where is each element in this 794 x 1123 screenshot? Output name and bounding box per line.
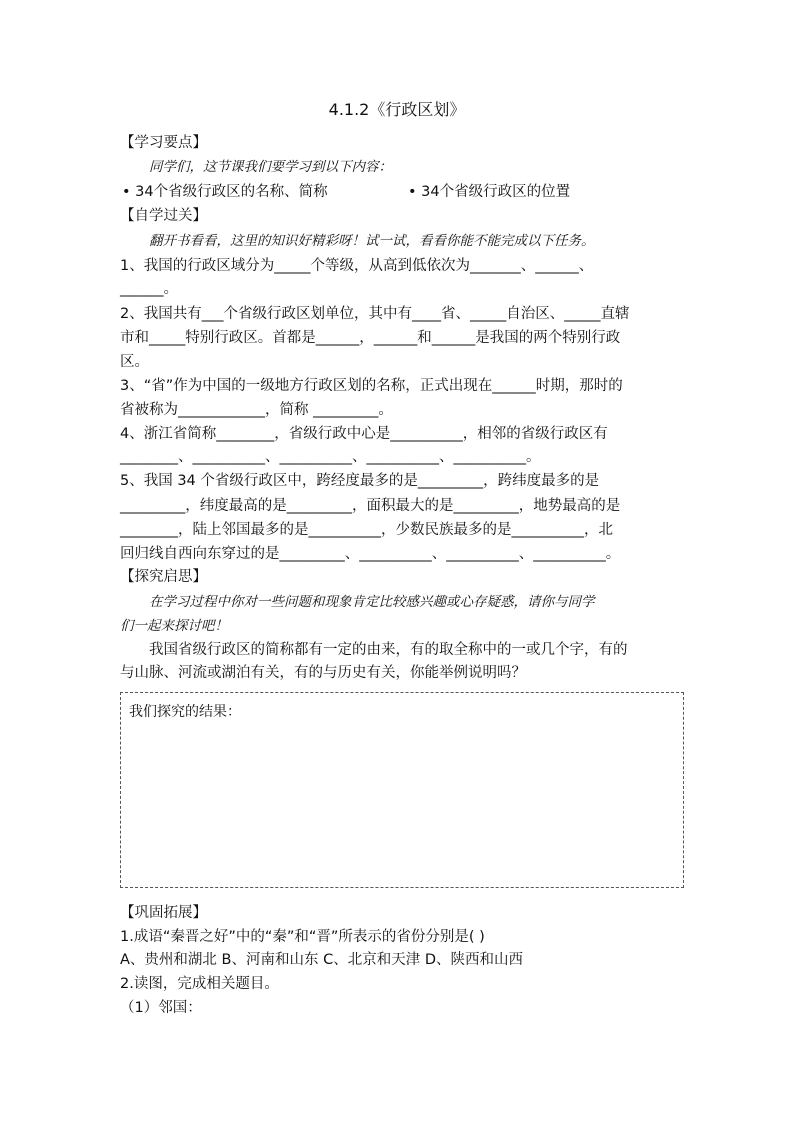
question-5-line-3: ________，陆上邻国最多的是__________，少数民族最多的是__________，北: [120, 522, 613, 538]
question-3-line-1: 3、“省”作为中国的一级地方行政区划的名称，正式出现在______时期，那时的: [120, 378, 623, 394]
explore-question-line-2: 与山脉、河流或湖泊有关，有的与历史有关，你能举例说明吗？: [120, 665, 526, 681]
question-5-line-2: _________，纬度最高的是_________，面积最大的是_________，地势最高的是: [120, 498, 621, 514]
consolidate-question-2-sub-1: （1）邻国：: [120, 1000, 202, 1016]
section-heading-self-study: 【自学过关】: [120, 208, 207, 224]
question-5-line-1: 5、我国 34 个省级行政区中，跨经度最多的是_________，跨纬度最多的是: [120, 473, 600, 489]
consolidate-question-1-options: A、贵州和湖北 B、河南和山东 C、北京和天津 D、陕西和山西: [120, 952, 523, 968]
answer-box[interactable]: [120, 692, 684, 888]
section-heading-explore: 【探究启思】: [120, 569, 207, 585]
explore-intro-line-1: 在学习过程中你对一些问题和现象肯定比较感兴趣或心存疑惑，请你与同学: [149, 594, 595, 610]
question-4-line-1: 4、浙江省简称________，省级行政中心是__________，相邻的省级行政区有: [120, 426, 608, 442]
study-point-bullet-1: • 34个省级行政区的名称、简称: [122, 184, 328, 200]
question-1-line-2: ______。: [120, 281, 178, 297]
explore-intro-line-2: 们一起来探讨吧！: [120, 618, 228, 634]
self-study-intro: 翻开书看看，这里的知识好精彩呀！试一试，看看你能不能完成以下任务。: [149, 233, 595, 249]
section-heading-study-points: 【学习要点】: [120, 135, 207, 151]
study-points-intro: 同学们，这节课我们要学习到以下内容：: [149, 159, 392, 175]
question-2-line-2: 市和_____特别行政区。首都是______，______和______是我国的两个特别行政: [120, 330, 621, 346]
consolidate-question-2: 2.读图，完成相关题目。: [120, 976, 279, 992]
section-heading-consolidate: 【巩固拓展】: [120, 905, 207, 921]
explore-question-line-1: 我国省级行政区的简称都有一定的由来，有的取全称中的一或几个字，有的: [149, 642, 628, 658]
question-4-line-2: ________、__________、__________、__________、__________。: [120, 449, 541, 465]
question-3-line-2: 省被称为____________，简称 _________。: [120, 402, 393, 418]
question-5-line-4: 回归线自西向东穿过的是_________、__________、__________、__________。: [120, 546, 621, 562]
question-2-line-1: 2、我国共有___个省级行政区划单位，其中有____省、_____自治区、_____直辖: [120, 306, 630, 322]
study-point-bullet-2: • 34个省级行政区的位置: [408, 184, 571, 200]
consolidate-question-1: 1.成语“秦晋之好”中的“秦”和“晋”所表示的省份分别是( ): [120, 929, 485, 945]
answer-box-label: 我们探究的结果：: [129, 704, 241, 720]
question-1-line-1: 1、我国的行政区域分为_____个等级，从高到低依次为_______、______、: [120, 258, 594, 274]
question-2-line-3: 区。: [120, 354, 149, 370]
page-title: 4.1.2《行政区划》: [328, 100, 466, 119]
